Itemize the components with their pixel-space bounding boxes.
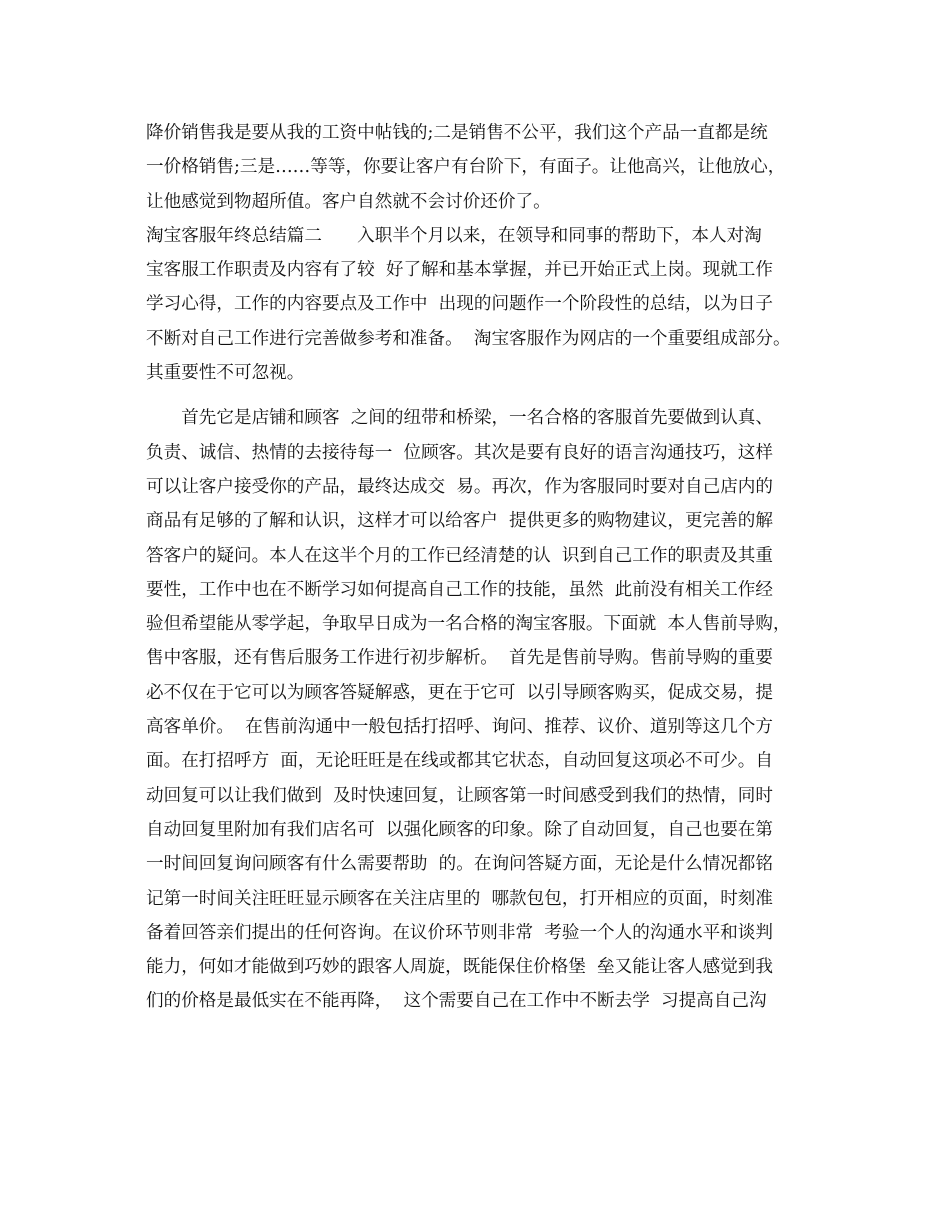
text-line: 其重要性不可忽视。 [146,363,305,384]
text-line: 一时间回复询问顾客有什么需要帮助 的。在询问答疑方面，无论是什么情况都铭 [146,854,773,875]
text-line: 备着回答亲们提出的任何咨询。在议价环节则非常 考验一个人的沟通水平和谈判 [146,922,773,943]
text-line: 售中客服，还有售后服务工作进行初步解析。 首先是售前导购。售前导购的重要 [146,648,773,669]
text-line: 让他感觉到物超所值。客户自然就不会讨价还价了。 [146,191,551,212]
text-line: 能力，何如才能做到巧妙的跟客人周旋，既能保住价格堡 垒又能让客人感觉到我 [146,957,773,978]
text-line: 降价销售我是要从我的工资中帖钱的;二是销售不公平，我们这个产品一直都是统 [146,123,768,143]
text-line: 要性，工作中也在不断学习如何提高自己工作的技能，虽然 此前没有相关工作经 [146,579,773,600]
text-line: 必不仅在于它可以为顾客答疑解惑，更在于它可 以引导顾客购买，促成交易，提 [146,682,773,703]
text-line: 不断对自己工作进行完善做参考和准备。 淘宝客服作为网店的一个重要组成部分。 [146,328,791,349]
text-line: 学习心得，工作的内容要点及工作中 出现的问题作一个阶段性的总结，以为日子 [146,294,773,315]
text-line: 高客单价。 在售前沟通中一般包括打招呼、询问、推荐、议价、道别等这几个方 [146,717,773,738]
text-line: 面。在打招呼方 面，无论旺旺是在线或都其它状态，自动回复这项必不可少。自 [146,751,773,772]
text-line: 淘宝客服年终总结篇二 入职半个月以来，在领导和同事的帮助下，本人对淘 [146,225,762,246]
text-line: 可以让客户接受你的产品，最终达成交 易。再次，作为客服同时要对自己店内的 [146,476,773,497]
text-line: 记第一时间关注旺旺显示顾客在关注店里的 哪款包包，打开相应的页面，时刻准 [146,888,773,909]
document-body [146,116,816,1019]
text-line: 们的价格是最低实在不能再降， 这个需要自己在工作中不断去学 习提高自己沟 [146,991,767,1012]
text-line: 负责、诚信、热情的去接待每一 位顾客。其次是要有良好的语言沟通技巧，这样 [146,442,773,463]
text-line: 商品有足够的了解和认识，这样才可以给客户 提供更多的购物建议，更完善的解 [146,511,773,532]
paragraph-gap [146,390,816,401]
text-line: 一价格销售;三是……等等，你要让客户有台阶下，有面子。让他高兴，让他放心， [146,157,786,178]
text-line: 首先它是店铺和顾客 之间的纽带和桥梁，一名合格的客服首先要做到认真、 [146,408,773,429]
text-line: 宝客服工作职责及内容有了较 好了解和基本掌握，并已开始正式上岗。现就工作 [146,260,773,281]
text-line: 动回复可以让我们做到 及时快速回复，让顾客第一时间感受到我们的热情，同时 [146,785,773,806]
text-line: 自动回复里附加有我们店名可 以强化顾客的印象。除了自动回复，自己也要在第 [146,819,773,840]
text-line: 验但希望能从零学起，争取早日成为一名合格的淘宝客服。下面就 本人售前导购， [146,614,791,635]
text-line: 答客户的疑问。本人在这半个月的工作已经清楚的认 识到自己工作的职责及其重 [146,545,773,566]
